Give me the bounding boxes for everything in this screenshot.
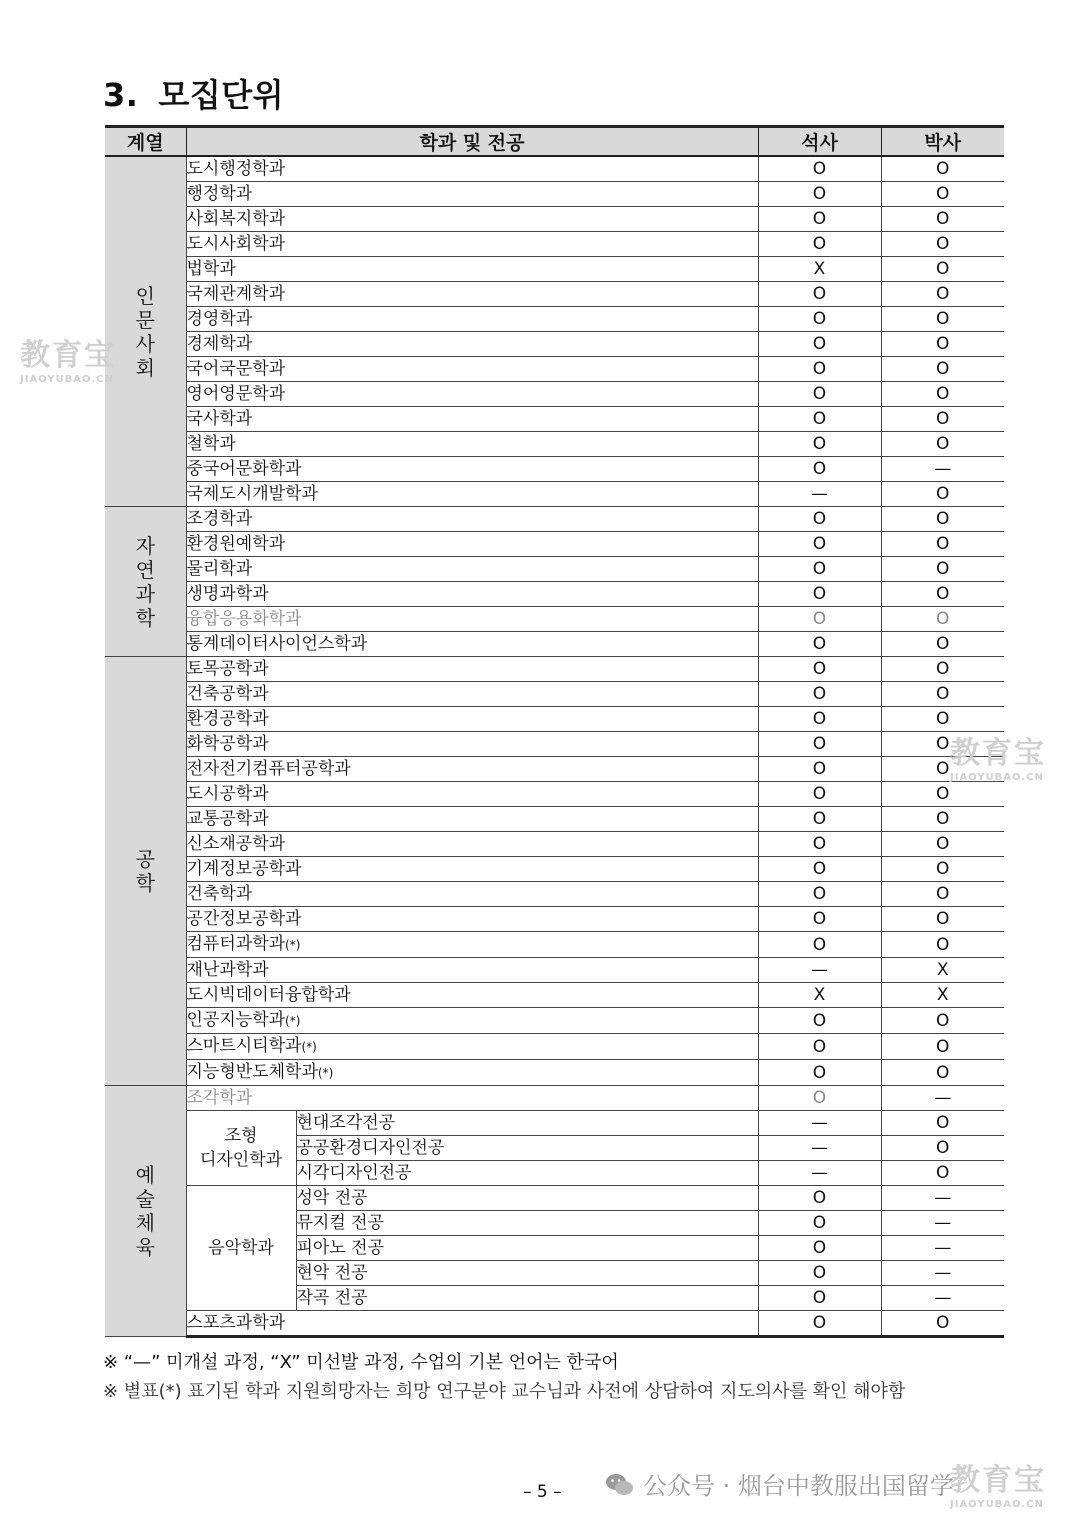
table-header-row	[105, 127, 1004, 157]
table-row	[105, 332, 1004, 357]
note-legend: ※ “—” 미개설 과정, “X” 미선발 과정, 수업의 기본 언어는 한국어	[103, 1352, 619, 1373]
department-name	[186, 932, 758, 958]
doctor-availability: O	[881, 1008, 1004, 1034]
department-name	[186, 207, 758, 232]
note-asterisk: ※ 별표(*) 표기된 학과 지원희망자는 희망 연구분야 교수님과 사전에 상담하여 지도의사를 확인 해야함	[103, 1381, 906, 1402]
department-name	[296, 1186, 758, 1211]
wechat-footer	[605, 1466, 954, 1501]
department-label: 신소재공학과	[186, 834, 286, 854]
department-name	[186, 532, 758, 557]
category-char: 술	[135, 1187, 155, 1211]
department-name	[186, 832, 758, 857]
department-name	[186, 857, 758, 882]
department-name	[296, 1111, 758, 1136]
department-label: 경제학과	[186, 334, 253, 354]
master-availability: O	[758, 882, 881, 907]
table-row	[105, 882, 1004, 907]
department-label: 국어국문학과	[186, 359, 286, 379]
doctor-availability: O	[881, 782, 1004, 807]
doctor-availability: O	[881, 557, 1004, 582]
table-row	[105, 232, 1004, 257]
wechat-icon	[605, 1472, 635, 1498]
master-availability: O	[758, 1060, 881, 1086]
section-number: 3.	[103, 76, 139, 114]
category-cell	[105, 1086, 186, 1337]
department-label: 재난과학과	[186, 960, 269, 980]
category-char: 문	[135, 307, 155, 332]
master-availability: O	[758, 782, 881, 807]
table-row	[105, 1034, 1004, 1060]
table-row	[105, 407, 1004, 432]
department-label: 환경원예학과	[186, 534, 286, 554]
table-row	[105, 1111, 1004, 1136]
department-name	[296, 1236, 758, 1261]
sub-department-line: 디자인학과	[199, 1150, 283, 1170]
department-label: 기계정보공학과	[186, 859, 302, 879]
department-label: 사회복지학과	[186, 209, 286, 229]
table-body	[105, 156, 1004, 1337]
watermark-bottom	[950, 1455, 1046, 1510]
master-availability: O	[758, 382, 881, 407]
table-row	[105, 782, 1004, 807]
master-availability: O	[758, 682, 881, 707]
department-label: 국제도시개발학과	[186, 484, 318, 504]
doctor-availability: O	[881, 1060, 1004, 1086]
doctor-availability: O	[881, 882, 1004, 907]
master-availability: X	[758, 983, 881, 1008]
table-row	[105, 257, 1004, 282]
department-name	[186, 682, 758, 707]
table-row	[105, 958, 1004, 983]
table-row	[105, 382, 1004, 407]
doctor-availability: O	[881, 257, 1004, 282]
doctor-availability: O	[881, 582, 1004, 607]
table-row	[105, 732, 1004, 757]
master-availability: O	[758, 282, 881, 307]
department-label: 공간정보공학과	[186, 909, 302, 929]
master-availability: O	[758, 182, 881, 207]
doctor-availability: —	[881, 457, 1004, 482]
table-row	[105, 582, 1004, 607]
asterisk-mark: (*)	[285, 938, 301, 952]
doctor-availability: O	[881, 1136, 1004, 1161]
department-label: 국제관계학과	[186, 284, 286, 304]
doctor-availability: O	[881, 757, 1004, 782]
sub-department-line: 조형	[224, 1126, 258, 1146]
department-label: 조각학과	[186, 1088, 253, 1108]
header-doctor: 박사	[881, 127, 1004, 157]
doctor-availability: O	[881, 832, 1004, 857]
category-char: 회	[135, 355, 155, 380]
department-label: 스마트시티학과	[186, 1036, 302, 1056]
master-availability: O	[758, 507, 881, 532]
doctor-availability: O	[881, 732, 1004, 757]
watermark-brand: 教育宝	[950, 1463, 1046, 1498]
category-char: 인	[135, 283, 155, 308]
department-name	[186, 1086, 758, 1111]
department-label: 현악 전공	[296, 1263, 368, 1283]
department-name	[296, 1261, 758, 1286]
watermark-right	[950, 728, 1046, 783]
doctor-availability: O	[881, 407, 1004, 432]
doctor-availability: O	[881, 1111, 1004, 1136]
department-label: 물리학과	[186, 559, 253, 579]
department-label: 융합응용화학과	[186, 609, 302, 629]
doctor-availability: —	[881, 1236, 1004, 1261]
doctor-availability: —	[881, 1086, 1004, 1111]
doctor-availability: O	[881, 207, 1004, 232]
table-row	[105, 182, 1004, 207]
department-label: 전자전기컴퓨터공학과	[186, 759, 351, 779]
doctor-availability: O	[881, 682, 1004, 707]
doctor-availability: O	[881, 382, 1004, 407]
doctor-availability: O	[881, 807, 1004, 832]
department-label: 중국어문화학과	[186, 459, 302, 479]
doctor-availability: —	[881, 1186, 1004, 1211]
table-row	[105, 907, 1004, 932]
doctor-availability: O	[881, 232, 1004, 257]
doctor-availability: —	[881, 1286, 1004, 1311]
master-availability: O	[758, 907, 881, 932]
department-label: 법학과	[186, 259, 236, 279]
department-name	[186, 282, 758, 307]
category-char: 학	[135, 605, 155, 630]
master-availability: O	[758, 1008, 881, 1034]
department-name	[186, 907, 758, 932]
category-cell	[105, 156, 186, 507]
category-char: 공	[135, 847, 155, 871]
table-row	[105, 657, 1004, 682]
table-row	[105, 632, 1004, 657]
department-label: 피아노 전공	[296, 1238, 385, 1258]
department-label: 경영학과	[186, 309, 253, 329]
table-row	[105, 432, 1004, 457]
master-availability: O	[758, 582, 881, 607]
master-availability: O	[758, 232, 881, 257]
category-cell	[105, 657, 186, 1086]
doctor-availability: —	[881, 1261, 1004, 1286]
department-label: 인공지능학과	[186, 1010, 286, 1030]
doctor-availability: O	[881, 632, 1004, 657]
table-row	[105, 482, 1004, 507]
category-char: 학	[135, 871, 155, 895]
master-availability: —	[758, 1136, 881, 1161]
doctor-availability: O	[881, 357, 1004, 382]
department-name	[186, 707, 758, 732]
table-row	[105, 557, 1004, 582]
wechat-footer-text: 公众号 · 烟台中教服出国留学	[643, 1472, 954, 1500]
department-label: 국사학과	[186, 409, 253, 429]
department-name	[296, 1286, 758, 1311]
sub-department-music: 음악학과	[186, 1186, 296, 1311]
doctor-availability: O	[881, 707, 1004, 732]
master-availability: —	[758, 482, 881, 507]
recruitment-table	[105, 125, 1004, 1338]
doctor-availability: —	[881, 1211, 1004, 1236]
category-cell	[105, 507, 186, 657]
department-name	[186, 882, 758, 907]
table-row	[105, 1086, 1004, 1111]
department-name	[186, 1008, 758, 1034]
department-name	[186, 407, 758, 432]
asterisk-mark: (*)	[317, 1066, 334, 1080]
department-name	[296, 1136, 758, 1161]
department-name	[296, 1211, 758, 1236]
table-row	[105, 832, 1004, 857]
category-char: 연	[135, 557, 155, 582]
doctor-availability: O	[881, 932, 1004, 958]
department-name	[186, 257, 758, 282]
department-label: 작곡 전공	[296, 1288, 368, 1308]
doctor-availability: O	[881, 432, 1004, 457]
department-name	[186, 757, 758, 782]
department-label: 조경학과	[186, 509, 253, 529]
table-row	[105, 1008, 1004, 1034]
master-availability: O	[758, 207, 881, 232]
department-name	[186, 507, 758, 532]
department-name	[186, 1311, 758, 1337]
header-department: 학과 및 전공	[186, 127, 758, 157]
department-label: 교통공학과	[186, 809, 269, 829]
doctor-availability: O	[881, 907, 1004, 932]
asterisk-mark: (*)	[301, 1040, 317, 1054]
department-name	[186, 657, 758, 682]
doctor-availability: O	[881, 1161, 1004, 1186]
category-char: 체	[135, 1211, 155, 1235]
master-availability: O	[758, 1034, 881, 1060]
table-row	[105, 507, 1004, 532]
table-row	[105, 682, 1004, 707]
table-row	[105, 932, 1004, 958]
department-label: 도시빅데이터융합학과	[186, 985, 351, 1005]
master-availability: O	[758, 857, 881, 882]
department-name	[296, 1161, 758, 1186]
header-category: 계열	[105, 127, 186, 157]
watermark-brand: 教育宝	[20, 338, 116, 373]
master-availability: O	[758, 156, 881, 182]
department-name	[186, 457, 758, 482]
department-label: 건축공학과	[186, 684, 269, 704]
department-label: 도시행정학과	[186, 159, 286, 179]
master-availability: O	[758, 1261, 881, 1286]
department-label: 도시사회학과	[186, 234, 286, 254]
master-availability: O	[758, 832, 881, 857]
section-title-text: 모집단위	[158, 76, 285, 114]
doctor-availability: O	[881, 332, 1004, 357]
department-name	[186, 732, 758, 757]
master-availability: O	[758, 1186, 881, 1211]
department-label: 행정학과	[186, 184, 253, 204]
master-availability: O	[758, 1236, 881, 1261]
doctor-availability: O	[881, 532, 1004, 557]
doctor-availability: O	[881, 1311, 1004, 1337]
category-char: 육	[135, 1235, 155, 1259]
master-availability: O	[758, 357, 881, 382]
master-availability: O	[758, 1311, 881, 1337]
department-name	[186, 156, 758, 182]
department-label: 토목공학과	[186, 659, 269, 679]
doctor-availability: O	[881, 607, 1004, 632]
watermark-brand: 教育宝	[950, 736, 1046, 771]
table-row	[105, 1311, 1004, 1337]
department-label: 영어영문학과	[186, 384, 286, 404]
master-availability: O	[758, 632, 881, 657]
department-label: 뮤지컬 전공	[296, 1213, 385, 1233]
department-label: 지능형반도체학과	[186, 1062, 318, 1082]
master-availability: O	[758, 707, 881, 732]
doctor-availability: O	[881, 307, 1004, 332]
table-row	[105, 807, 1004, 832]
table-row	[105, 282, 1004, 307]
table-row	[105, 207, 1004, 232]
department-name	[186, 307, 758, 332]
master-availability: —	[758, 958, 881, 983]
department-label: 건축학과	[186, 884, 253, 904]
department-label: 생명과학과	[186, 584, 269, 604]
department-name	[186, 807, 758, 832]
master-availability: O	[758, 532, 881, 557]
department-name	[186, 432, 758, 457]
master-availability: O	[758, 757, 881, 782]
doctor-availability: O	[881, 156, 1004, 182]
table-row	[105, 607, 1004, 632]
doctor-availability: X	[881, 983, 1004, 1008]
department-label: 현대조각전공	[296, 1113, 396, 1133]
master-availability: O	[758, 1086, 881, 1111]
department-name	[186, 958, 758, 983]
master-availability: O	[758, 557, 881, 582]
master-availability: O	[758, 332, 881, 357]
department-name	[186, 232, 758, 257]
doctor-availability: O	[881, 507, 1004, 532]
table-row	[105, 307, 1004, 332]
master-availability: O	[758, 932, 881, 958]
department-name	[186, 782, 758, 807]
master-availability: O	[758, 607, 881, 632]
watermark-domain: JIAOYUBAO.CN	[20, 374, 114, 385]
department-label: 시각디자인전공	[296, 1163, 412, 1183]
asterisk-mark: (*)	[285, 1014, 301, 1028]
table-row	[105, 857, 1004, 882]
master-availability: X	[758, 257, 881, 282]
department-label: 컴퓨터과학과	[186, 934, 286, 954]
category-char: 과	[135, 581, 155, 606]
master-availability: O	[758, 432, 881, 457]
sub-department-design	[186, 1111, 296, 1186]
department-name	[186, 1060, 758, 1086]
table-row	[105, 1186, 1004, 1211]
watermark-domain: JIAOYUBAO.CN	[950, 772, 1044, 783]
doctor-availability: O	[881, 182, 1004, 207]
master-availability: O	[758, 457, 881, 482]
department-label: 통계데이터사이언스학과	[186, 634, 368, 654]
table-row	[105, 457, 1004, 482]
doctor-availability: O	[881, 482, 1004, 507]
doctor-availability: X	[881, 958, 1004, 983]
department-label: 성악 전공	[296, 1188, 368, 1208]
department-label: 화학공학과	[186, 734, 269, 754]
master-availability: —	[758, 1111, 881, 1136]
category-char: 자	[135, 533, 155, 558]
department-label: 도시공학과	[186, 784, 269, 804]
section-title	[103, 70, 284, 116]
department-name	[186, 357, 758, 382]
master-availability: O	[758, 407, 881, 432]
department-name	[186, 607, 758, 632]
table-row	[105, 532, 1004, 557]
department-label: 철학과	[186, 434, 236, 454]
doctor-availability: O	[881, 657, 1004, 682]
master-availability: —	[758, 1161, 881, 1186]
master-availability: O	[758, 807, 881, 832]
doctor-availability: O	[881, 1034, 1004, 1060]
department-name	[186, 632, 758, 657]
table-row	[105, 757, 1004, 782]
department-label: 환경공학과	[186, 709, 269, 729]
table-row	[105, 1060, 1004, 1086]
table-row	[105, 983, 1004, 1008]
department-name	[186, 1034, 758, 1060]
department-name	[186, 983, 758, 1008]
department-label: 스포츠과학과	[186, 1313, 286, 1333]
header-master: 석사	[758, 127, 881, 157]
master-availability: O	[758, 1286, 881, 1311]
table-row	[105, 707, 1004, 732]
watermark-left	[20, 330, 116, 385]
master-availability: O	[758, 657, 881, 682]
master-availability: O	[758, 307, 881, 332]
department-name	[186, 582, 758, 607]
department-name	[186, 332, 758, 357]
table-row	[105, 156, 1004, 182]
doctor-availability: O	[881, 282, 1004, 307]
department-name	[186, 382, 758, 407]
page-number: – 5 –	[523, 1482, 562, 1502]
master-availability: O	[758, 1211, 881, 1236]
category-char: 사	[135, 331, 155, 356]
department-label: 공공환경디자인전공	[296, 1138, 445, 1158]
department-name	[186, 182, 758, 207]
table-row	[105, 357, 1004, 382]
doctor-availability: O	[881, 857, 1004, 882]
master-availability: O	[758, 732, 881, 757]
department-name	[186, 482, 758, 507]
category-char: 예	[135, 1163, 155, 1187]
department-name	[186, 557, 758, 582]
watermark-domain: JIAOYUBAO.CN	[950, 1499, 1044, 1510]
